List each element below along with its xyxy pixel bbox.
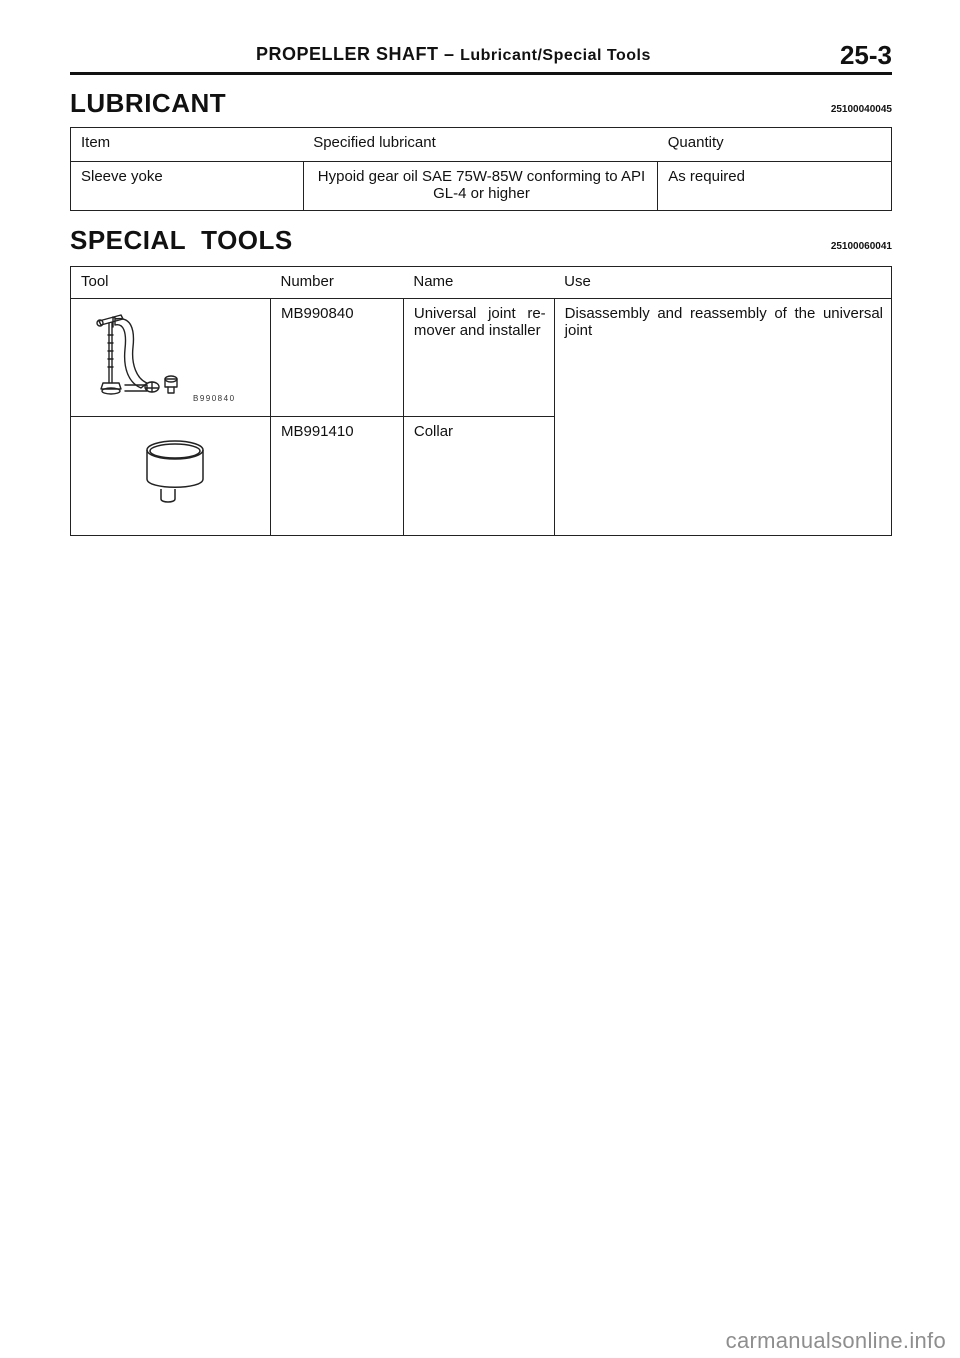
header-separator: –	[444, 44, 455, 64]
special-tools-title-text: SPECIAL TOOLS	[70, 225, 293, 255]
cell-tool-use: Disassembly and reassembly of the universal joint	[554, 299, 891, 536]
lubricant-header-row	[71, 128, 892, 162]
cell-lubricant: Hypoid gear oil SAE 75W-85W conforming to API GL-4 or higher	[303, 162, 658, 211]
page-number: 25-3	[839, 40, 892, 70]
page-header	[70, 36, 892, 75]
col-header-lubricant: Specified lubricant	[303, 128, 658, 162]
special-tools-table	[70, 266, 892, 536]
tools-header-row	[71, 267, 892, 299]
table-row	[71, 162, 892, 211]
header-section: PROPELLER SHAFT	[256, 44, 439, 64]
watermark: carmanualsonline.info	[725, 1328, 946, 1353]
col-header-quantity: Quantity	[658, 128, 892, 162]
collar-tool-illustration	[71, 417, 270, 531]
lubricant-table	[70, 127, 892, 211]
col-header-name: Name	[403, 267, 554, 299]
universal-joint-tool-illustration	[71, 299, 270, 412]
cell-quantity: As required	[658, 162, 892, 211]
header-title	[256, 44, 651, 65]
cell-tool-name: Collar	[403, 417, 554, 536]
cell-tool-number: MB991410	[271, 417, 404, 536]
col-header-item: Item	[71, 128, 304, 162]
lubricant-title: LUBRICANT	[70, 88, 227, 118]
cell-item: Sleeve yoke	[71, 162, 304, 211]
cell-tool-number: MB990840	[271, 299, 404, 417]
header-subtitle: Lubricant/Special Tools	[460, 47, 651, 64]
table-row	[71, 299, 892, 417]
col-header-number: Number	[271, 267, 404, 299]
cell-tool-name: Universal joint re-mover and installer	[403, 299, 554, 417]
special-tools-code: 25100060041	[830, 241, 892, 252]
col-header-tool: Tool	[71, 267, 271, 299]
lubricant-code: 25100040045	[830, 104, 892, 115]
col-header-use: Use	[554, 267, 891, 299]
illustration-label: B990840	[193, 394, 236, 403]
tool-illustration-cell	[71, 417, 271, 536]
special-tools-title	[70, 225, 293, 256]
tool-illustration-cell	[71, 299, 271, 417]
